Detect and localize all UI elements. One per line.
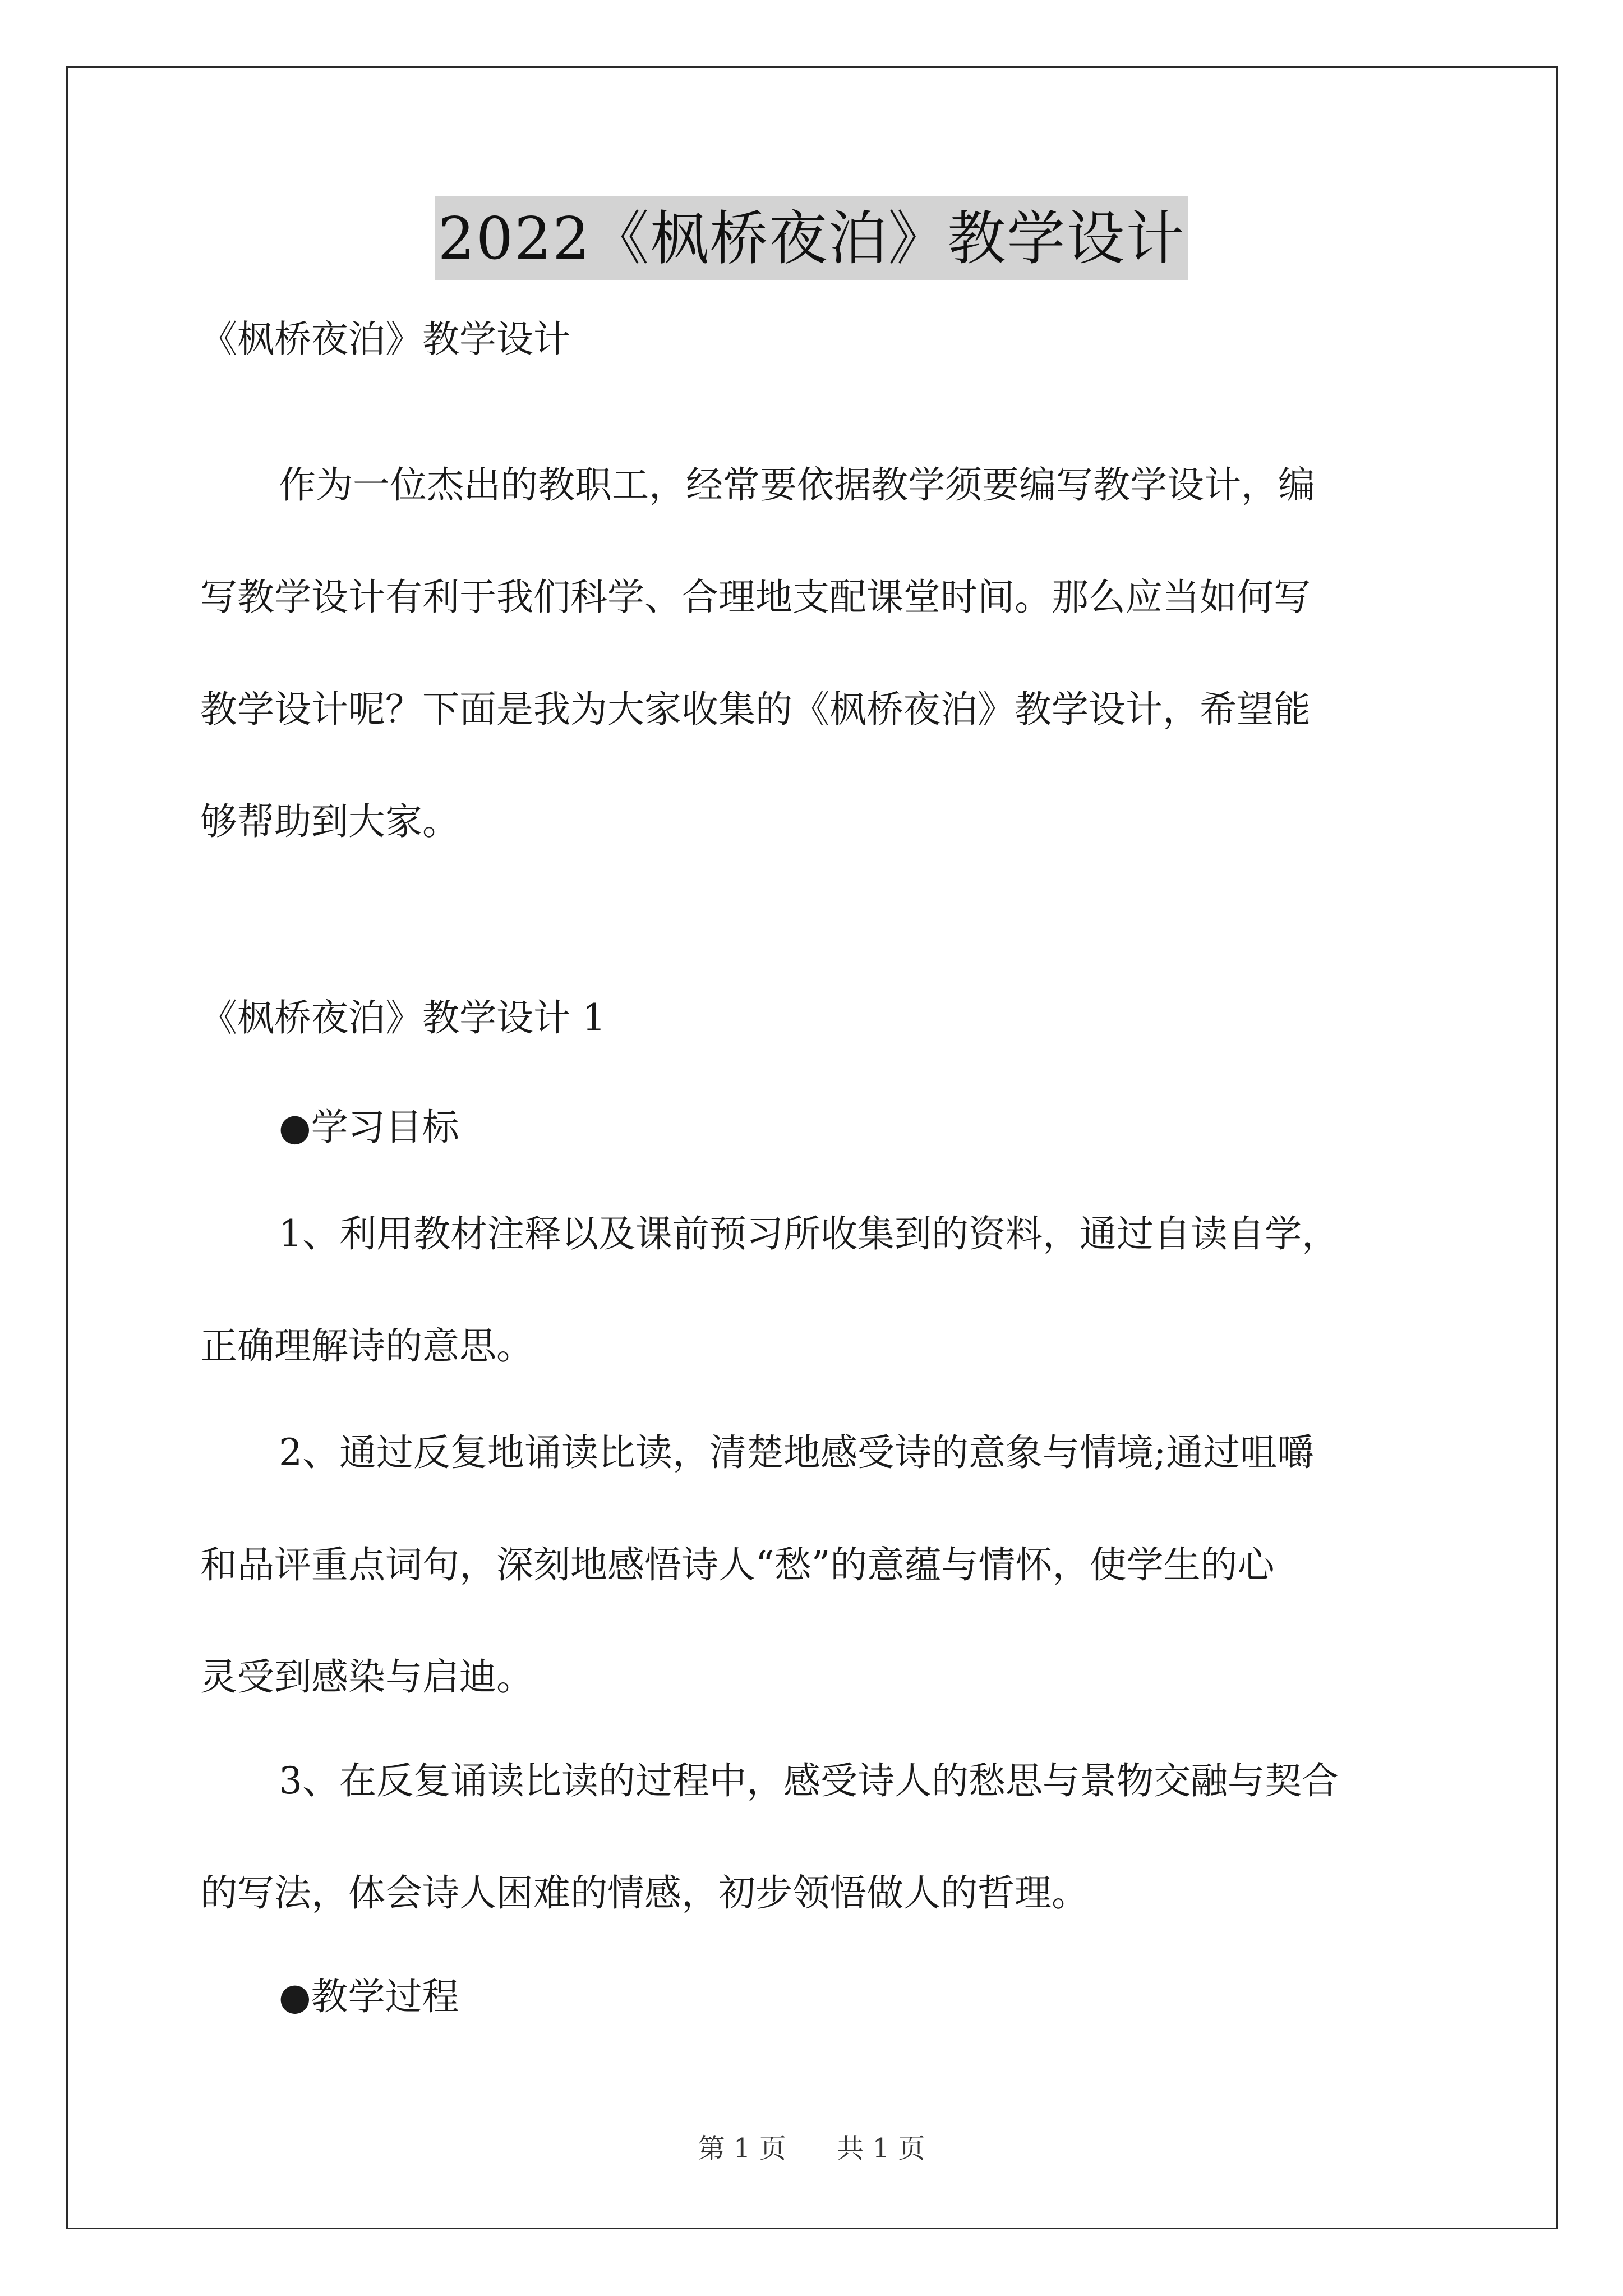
process-block [200, 1969, 1456, 2025]
title-container [0, 196, 1623, 280]
goal-1 [200, 1206, 1456, 1374]
process-heading: ●教学过程 [279, 1975, 459, 2018]
intro-section [200, 311, 1456, 367]
document-title: 2022《枫桥夜泊》教学设计 [435, 196, 1189, 280]
goal-3-line-2: 的写法，体会诗人困难的情感，初步领悟做人的哲理。 [200, 1871, 1089, 1915]
page-number-total: 共 1 页 [837, 2133, 925, 2164]
goal-2-line-3: 灵受到感染与启迪。 [200, 1655, 533, 1699]
intro-line-3: 教学设计呢？下面是我为大家收集的《枫桥夜泊》教学设计，希望能 [200, 688, 1311, 731]
intro-paragraph [200, 457, 1456, 850]
intro-line-1: 作为一位杰出的教职工，经常要依据教学须要编写教学设计，编 [279, 463, 1315, 507]
section-heading: 《枫桥夜泊》教学设计 1 [200, 996, 606, 1039]
section-1 [200, 990, 1456, 1046]
intro-line-2: 写教学设计有利于我们科学、合理地支配课堂时间。那么应当如何写 [200, 576, 1311, 619]
intro-heading: 《枫桥夜泊》教学设计 [200, 318, 570, 361]
goal-2 [200, 1425, 1456, 1705]
intro-line-4: 够帮助到大家。 [200, 800, 459, 843]
page-number-current: 第 1 页 [698, 2133, 786, 2164]
goal-2-line-1: 2、通过反复地诵读比读，清楚地感受诗的意象与情境;通过咀嚼 [279, 1431, 1315, 1474]
goal-1-line-2: 正确理解诗的意思。 [200, 1324, 533, 1368]
goals-heading: ●学习目标 [279, 1106, 459, 1149]
page-footer [0, 2132, 1623, 2165]
goal-3-line-1: 3、在反复诵读比读的过程中，感受诗人的愁思与景物交融与契合 [279, 1759, 1339, 1802]
goal-3 [200, 1753, 1456, 1921]
goal-1-line-1: 1、利用教材注释以及课前预习所收集到的资料，通过自读自学， [279, 1212, 1339, 1255]
goal-2-line-2: 和品评重点词句，深刻地感悟诗人“愁”的意蕴与情怀，使学生的心 [200, 1543, 1275, 1586]
goals-block [200, 1099, 1456, 1156]
